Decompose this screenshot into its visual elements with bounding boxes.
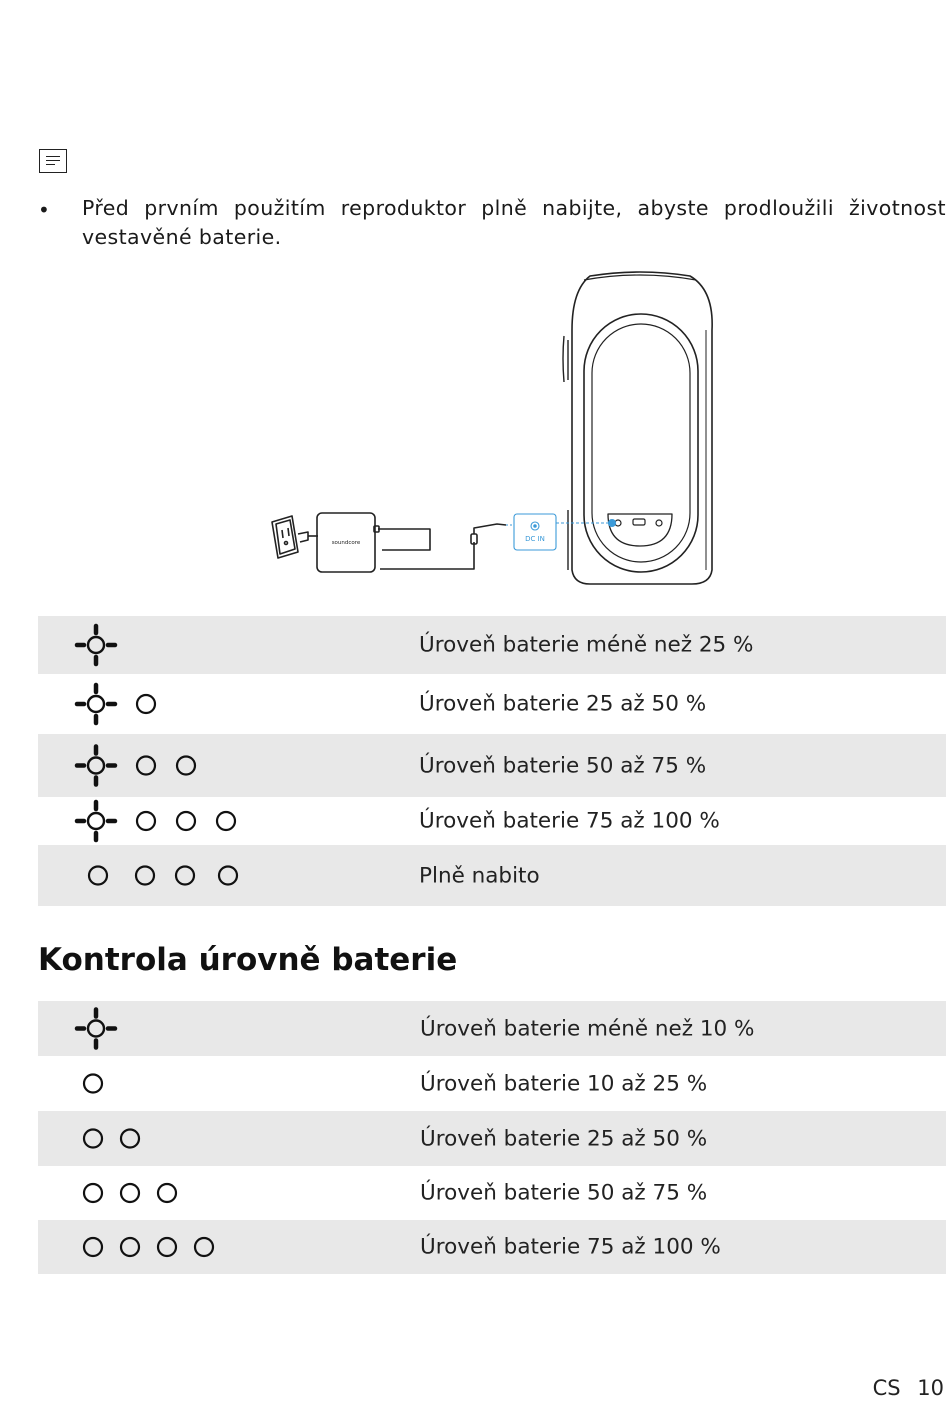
battery-level-label: Úroveň baterie 50 až 75 %: [420, 1180, 708, 1206]
dc-in-label: DC IN: [525, 535, 545, 543]
led-indicator: [38, 1056, 338, 1111]
note-text: Před prvním použitím reproduktor plně nabijte, abyste prodloužili životnost vestavěné baterie.: [82, 196, 946, 249]
page-number: 10: [917, 1376, 944, 1400]
battery-level-label: Úroveň baterie 10 až 25 %: [420, 1071, 708, 1096]
bullet: •: [38, 198, 50, 222]
led-circle-icon: [176, 867, 194, 885]
battery-level-label: Úroveň baterie 25 až 50 %: [419, 691, 707, 717]
led-circle-icon: [158, 1184, 176, 1202]
led-indicator: [38, 734, 338, 797]
battery-level-label: Úroveň baterie 25 až 50 %: [420, 1126, 708, 1151]
blinking-led-icon: [77, 626, 115, 664]
speaker: [563, 272, 712, 584]
battery-level-label: Úroveň baterie méně než 25 %: [419, 632, 754, 658]
table-row: [38, 734, 946, 797]
led-circle-icon: [137, 757, 155, 775]
led-circle-icon: [217, 812, 235, 830]
led-indicator: [38, 797, 338, 845]
led-indicator: [38, 1166, 338, 1220]
led-circle-icon: [84, 1184, 102, 1202]
charging-indicator-table: [38, 616, 946, 906]
led-circle-icon: [219, 867, 237, 885]
blinking-led-icon: [77, 802, 115, 840]
led-circle-icon: [84, 1238, 102, 1256]
led-indicator: [38, 674, 338, 734]
led-circle-icon: [158, 1238, 176, 1256]
brand-label: soundcore: [331, 540, 361, 546]
wall-outlet-icon: [272, 516, 298, 558]
table-row: [38, 797, 946, 845]
led-circle-icon: [121, 1130, 139, 1148]
table-row: [38, 1220, 946, 1274]
table-row: [38, 1001, 946, 1056]
table-row: [38, 1111, 946, 1166]
table-row: [38, 1166, 946, 1220]
led-circle-icon: [84, 1075, 102, 1093]
charging-illustration: [262, 270, 722, 590]
led-indicator: [38, 845, 338, 906]
battery-level-label: Úroveň baterie 75 až 100 %: [419, 808, 720, 834]
battery-level-label: Úroveň baterie méně než 10 %: [420, 1016, 755, 1041]
battery-level-label: Úroveň baterie 50 až 75 %: [419, 753, 707, 778]
led-indicator: [38, 1220, 338, 1274]
language-code: CS: [872, 1376, 901, 1400]
led-circle-icon: [89, 867, 107, 885]
blinking-led-icon: [77, 747, 115, 785]
led-circle-icon: [121, 1184, 139, 1202]
page-footer: [873, 1376, 944, 1400]
led-indicator: [38, 1001, 338, 1056]
table-row: [38, 674, 946, 734]
battery-level-label: Plně nabito: [419, 863, 540, 888]
note-icon: [39, 149, 67, 173]
blinking-led-icon: [77, 1010, 115, 1048]
power-adapter: [317, 513, 379, 572]
led-circle-icon: [177, 757, 195, 775]
battery-level-label: Úroveň baterie 75 až 100 %: [420, 1234, 721, 1260]
led-circle-icon: [137, 695, 155, 713]
led-indicator: [38, 1111, 338, 1166]
table-row: [38, 616, 946, 674]
section-heading: Kontrola úrovně baterie: [38, 942, 458, 978]
led-circle-icon: [137, 812, 155, 830]
led-circle-icon: [121, 1238, 139, 1256]
battery-check-table: [38, 1001, 946, 1274]
table-row: [38, 1056, 946, 1111]
dc-in-callout: [506, 514, 616, 550]
table-row: [38, 845, 946, 906]
led-circle-icon: [177, 812, 195, 830]
led-indicator: [38, 616, 338, 674]
led-circle-icon: [84, 1130, 102, 1148]
blinking-led-icon: [77, 685, 115, 723]
led-circle-icon: [195, 1238, 213, 1256]
led-circle-icon: [136, 867, 154, 885]
